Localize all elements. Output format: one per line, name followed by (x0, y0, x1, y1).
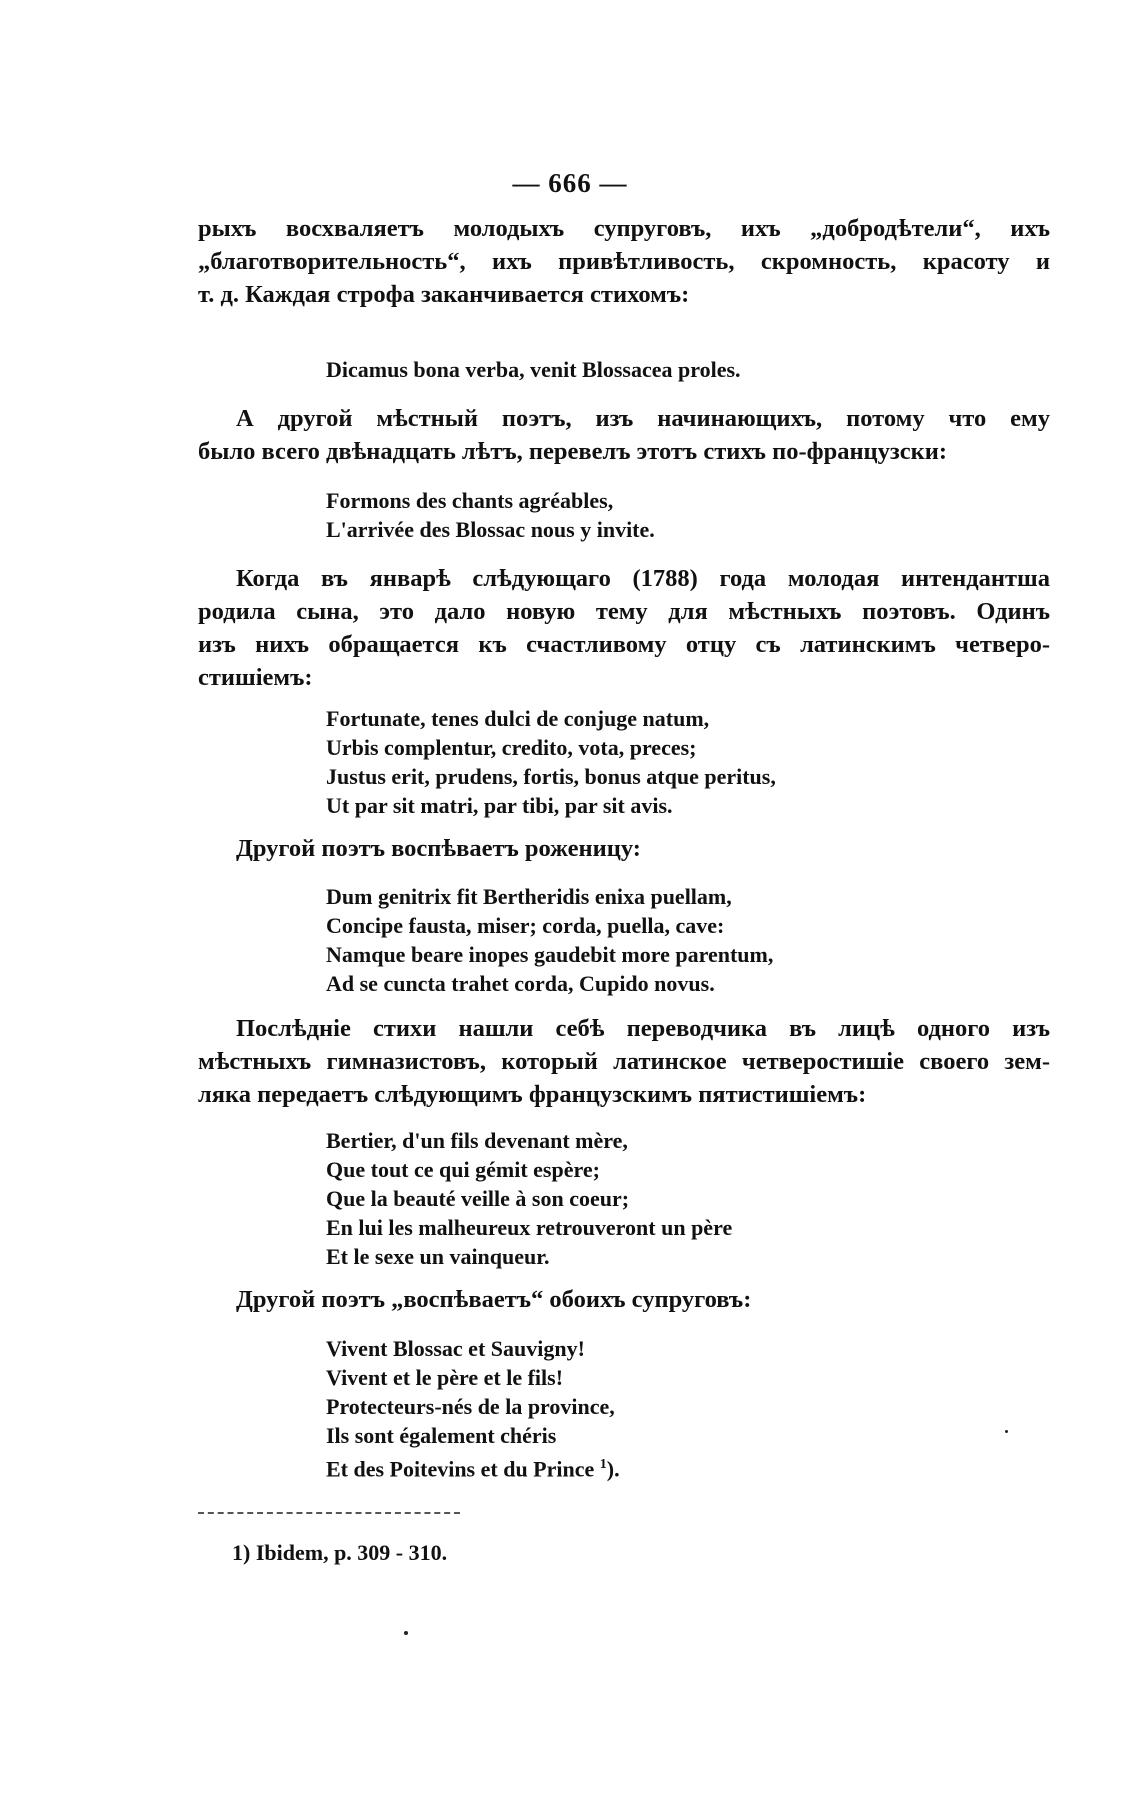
paragraph-4 (198, 832, 1050, 865)
verse-french-1 (326, 486, 655, 544)
verse-line: Urbis complentur, credito, vota, preces; (326, 735, 697, 760)
verse-latin-3 (326, 882, 773, 998)
paragraph-line: стишіемъ: (198, 664, 313, 691)
verse-line: Ut par sit matri, par tibi, par sit avis. (326, 793, 673, 818)
paragraph-line: Когда въ январѣ слѣдующаго (1788) года молодая интендантша (236, 565, 1050, 592)
paragraph-line: Другой поэтъ „воспѣваетъ“ обоихъ супруговъ: (236, 1286, 752, 1313)
verse-line: Justus erit, prudens, fortis, bonus atque peritus, (326, 764, 776, 789)
footnote-text: Ibidem, p. 309 - 310. (255, 1540, 448, 1565)
paragraph-line: было всего двѣнадцать лѣтъ, перевелъ этотъ стихъ по-французски: (198, 438, 948, 465)
paragraph-line: Другой поэтъ воспѣваетъ роженицу: (236, 835, 641, 862)
paragraph-line: „благотворительность“, ихъ привѣтливость, скромность, красоту и (198, 248, 1050, 275)
verse-line-with-footnote (326, 1450, 620, 1483)
paragraph-line: рыхъ восхваляетъ молодыхъ супруговъ, ихъ „добродѣтели“, ихъ (198, 215, 1050, 242)
verse-line: En lui les malheureux retrouveront un père (326, 1215, 733, 1240)
footnote-separator (198, 1512, 460, 1514)
verse-line: Formons des chants agréables, (326, 488, 614, 513)
paragraph-3 (198, 562, 1050, 694)
paragraph-line: ляка передаетъ слѣдующимъ французскимъ пятистишіемъ: (198, 1081, 867, 1108)
verse-line-text: Et des Poitevins et du Prince (326, 1456, 595, 1482)
verse-line: L'arrivée des Blossac nous y invite. (326, 517, 655, 542)
verse-line: Ils sont également chéris (326, 1423, 557, 1448)
verse-line: Protecteurs-nés de la province, (326, 1394, 615, 1419)
verse-latin-1: Dicamus bona verba, venit Blossacea proles. (326, 357, 741, 382)
verse-line: Dum genitrix fit Bertheridis enixa puellam, (326, 884, 732, 909)
verse-french-3 (326, 1334, 620, 1483)
footnote (232, 1540, 447, 1566)
verse-line: Namque beare inopes gaudebit more parentum, (326, 942, 774, 967)
verse-line: Ad se cuncta trahet corda, Cupido novus. (326, 971, 715, 996)
paragraph-1 (198, 212, 1050, 311)
verse-line: Concipe fausta, miser; corda, puella, cave: (326, 913, 725, 938)
verse-line: Vivent et le père et le fils! (326, 1365, 564, 1390)
paragraph-2 (198, 402, 1050, 468)
verse-line: Bertier, d'un fils devenant mère, (326, 1128, 628, 1153)
verse-latin-2 (326, 704, 776, 820)
verse-french-2 (326, 1126, 732, 1271)
paragraph-line: изъ нихъ обращается къ счастливому отцу съ латинскимъ четверо- (198, 631, 1050, 658)
verse-line: Que tout ce qui gémit espère; (326, 1157, 600, 1182)
paragraph-line: родила сына, это дало новую тему для мѣстныхъ поэтовъ. Одинъ (198, 598, 1050, 625)
footnote-mark: 1) (232, 1540, 251, 1565)
paragraph-6 (198, 1283, 1050, 1316)
print-speck (1005, 1430, 1008, 1433)
verse-line: Que la beauté veille à son coeur; (326, 1186, 630, 1211)
paragraph-line: А другой мѣстный поэтъ, изъ начинающихъ, потому что ему (236, 405, 1050, 432)
paragraph-5 (198, 1012, 1050, 1111)
verse-line: Et le sexe un vainqueur. (326, 1244, 550, 1269)
paragraph-line: т. д. Каждая строфа заканчивается стихомъ: (198, 281, 690, 308)
paragraph-line: мѣстныхъ гимназистовъ, который латинское четверостишіе своего зем- (198, 1048, 1050, 1075)
verse-line-end: ). (606, 1456, 620, 1482)
footnote-reference[interactable]: 1 (599, 1457, 607, 1472)
verse-line: Vivent Blossac et Sauvigny! (326, 1336, 585, 1361)
verse-line: Fortunate, tenes dulci de conjuge natum, (326, 706, 710, 731)
print-speck (404, 1631, 408, 1635)
paragraph-line: Послѣдніе стихи нашли себѣ переводчика въ лицѣ одного изъ (236, 1015, 1050, 1042)
page-number: — 666 — (512, 168, 628, 198)
